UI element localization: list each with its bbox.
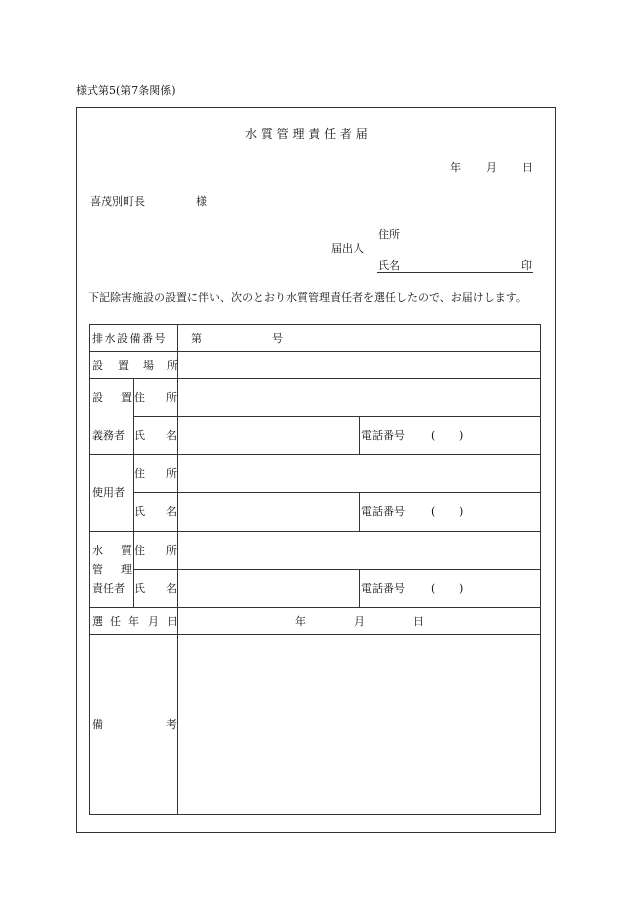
appointment-label-char-4: 月 <box>148 615 159 628</box>
date-year: 年 <box>450 161 461 174</box>
installer-phone-label: 電話番号 <box>361 429 405 442</box>
statement: 下記除害施設の設置に伴い、次のとおり水質管理責任者を選任したので、お届けします。 <box>88 291 527 304</box>
installer-label-top-2: 置 <box>121 391 132 404</box>
user-phone-label: 電話番号 <box>361 505 405 518</box>
appointment-label-char-5: 日 <box>167 615 178 628</box>
user-label: 使用者 <box>92 486 125 499</box>
date-day: 日 <box>522 161 533 174</box>
appointment-day: 日 <box>413 615 424 628</box>
applicant-name-label: 氏名 <box>378 259 400 272</box>
appointment-label-char-1: 選 <box>92 615 103 628</box>
date-month: 月 <box>486 161 497 174</box>
location-label-char-2: 置 <box>118 359 129 372</box>
manager-name-char-1: 氏 <box>134 582 145 595</box>
addressee-honorific: 様 <box>196 195 207 208</box>
user-address-char-1: 住 <box>134 467 145 480</box>
appointment-label-char-2: 任 <box>110 615 121 628</box>
user-name-char-1: 氏 <box>134 505 145 518</box>
manager-label-bottom: 責任者 <box>92 582 125 595</box>
remarks-label-char-1: 備 <box>92 718 103 731</box>
installer-phone-paren-open: ( <box>431 429 436 442</box>
appointment-year: 年 <box>295 615 306 628</box>
installer-name-char-2: 名 <box>166 429 177 442</box>
appointment-month: 月 <box>354 615 365 628</box>
manager-label-top-1: 水 <box>92 544 103 557</box>
facility-number-label: 排水設備番号 <box>92 332 167 345</box>
manager-label-middle-1: 管 <box>92 563 103 576</box>
addressee-name: 喜茂別町長 <box>90 195 145 208</box>
manager-address-char-1: 住 <box>134 544 145 557</box>
installer-label-bottom: 義務者 <box>92 429 125 442</box>
manager-phone-paren-open: ( <box>431 582 436 595</box>
form-number: 様式第5(第7条関係) <box>76 84 176 97</box>
applicant-seal: 印 <box>521 259 532 272</box>
manager-label-top-2: 質 <box>121 544 132 557</box>
installer-address-char-2: 所 <box>166 391 177 404</box>
facility-number-suffix: 号 <box>272 332 283 345</box>
manager-phone-label: 電話番号 <box>361 582 405 595</box>
installer-phone-paren-close: ) <box>459 429 464 442</box>
user-name-char-2: 名 <box>166 505 177 518</box>
user-address-char-2: 所 <box>166 467 177 480</box>
manager-phone-paren-close: ) <box>459 582 464 595</box>
location-label-char-1: 設 <box>92 359 103 372</box>
remarks-label-char-2: 考 <box>166 718 177 731</box>
applicant-label: 届出人 <box>331 242 364 255</box>
manager-address-char-2: 所 <box>166 544 177 557</box>
user-phone-paren-open: ( <box>431 505 436 518</box>
appointment-label-char-3: 年 <box>128 615 139 628</box>
installer-label-top-1: 設 <box>92 391 103 404</box>
location-label-char-3: 場 <box>143 359 154 372</box>
location-label-char-4: 所 <box>167 359 178 372</box>
installer-name-char-1: 氏 <box>134 429 145 442</box>
user-phone-paren-close: ) <box>459 505 464 518</box>
form-title: 水 質 管 理 責 任 者 届 <box>245 127 368 141</box>
installer-address-char-1: 住 <box>134 391 145 404</box>
manager-label-middle-2: 理 <box>121 563 132 576</box>
applicant-address-label: 住所 <box>378 228 400 241</box>
manager-name-char-2: 名 <box>166 582 177 595</box>
facility-number-prefix: 第 <box>191 332 202 345</box>
